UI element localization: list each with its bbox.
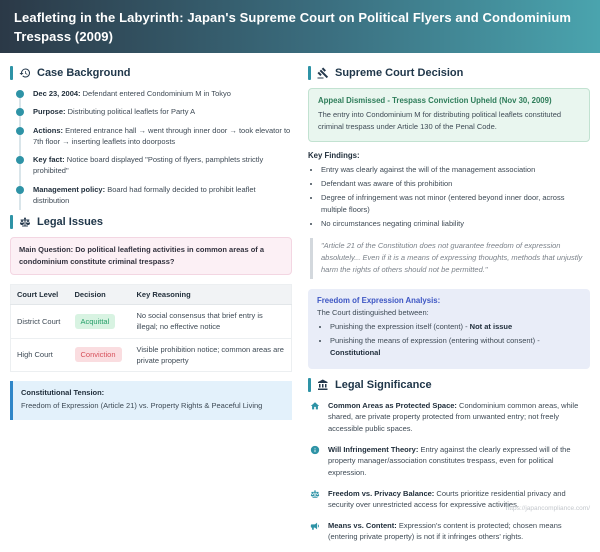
court-cell: District Court	[11, 305, 69, 339]
accent-bar	[308, 66, 311, 80]
key-finding: • Defendant was aware of this prohibition	[321, 178, 590, 190]
col-header: Key Reasoning	[131, 285, 292, 305]
significance-item	[308, 400, 590, 435]
court-quote: "Article 21 of the Constitution does not guarantee freedom of expression absolutely... Even if it is a means of expressing thoughts, methods that unjustly harm the rights of others should not be permitted."	[310, 238, 590, 279]
key-finding: • Entry was clearly against the will of the management association	[321, 164, 590, 176]
item-label: Key fact:	[33, 155, 65, 164]
accent-bar	[308, 378, 311, 392]
item-label: Dec 23, 2004:	[33, 89, 81, 98]
timeline-dot	[16, 156, 24, 164]
point-text: Punishing the means of expression (entering without consent) -	[330, 335, 540, 345]
significance-text	[328, 400, 590, 435]
section-title: Supreme Court Decision	[335, 67, 464, 79]
page-header	[0, 0, 600, 53]
item-text: Board had formally decided to prohibit leaflet distribution	[33, 184, 256, 205]
analysis-points	[317, 321, 581, 359]
legal-significance-header	[308, 378, 590, 392]
supreme-court-decision-header	[308, 66, 590, 80]
significance-body: Condominium common areas, while shared, are private property protected from unwanted entry; not freely accessible public spaces.	[328, 400, 579, 433]
case-background-header	[10, 66, 292, 80]
right-column	[308, 57, 590, 552]
point-text: Punishing the expression itself (content) -	[330, 321, 470, 331]
verdict-callout	[308, 88, 590, 142]
reasoning-cell: No social consensus that brief entry is illegal; no effective notice	[131, 305, 292, 339]
scales-icon	[19, 216, 31, 228]
point-emphasis: Constitutional	[330, 347, 381, 357]
key-finding: • No circumstances negating criminal liability	[321, 218, 590, 230]
legal-issues-header	[10, 215, 292, 229]
section-title: Legal Significance	[335, 378, 432, 391]
analysis-title: Freedom of Expression Analysis:	[317, 295, 441, 305]
case-background-timeline	[16, 88, 292, 206]
table-row	[11, 305, 292, 339]
significance-text	[328, 444, 590, 479]
significance-label: Will Infringement Theory:	[328, 444, 419, 454]
key-findings-list	[308, 164, 590, 230]
table-row	[11, 338, 292, 372]
analysis-point	[330, 335, 581, 359]
significance-text	[328, 520, 590, 543]
item-text: Defendant entered Condominium M in Tokyo	[82, 89, 231, 98]
item-text: Notice board displayed "Posting of flyers, pamphlets strictly prohibited"	[33, 155, 264, 176]
section-title: Case Background	[37, 67, 131, 79]
timeline-item	[16, 125, 292, 148]
timeline-dot	[16, 108, 24, 116]
point-emphasis: Not at issue	[469, 321, 513, 331]
timeline-dot	[16, 186, 24, 194]
bank-icon	[317, 379, 329, 391]
constitutional-tension-callout	[10, 381, 292, 420]
significance-body: Courts prioritize residential privacy and security over unrestricted access for expressive activities.	[328, 488, 566, 510]
reasoning-cell: Visible prohibition notice; common areas are private property	[131, 338, 292, 372]
expression-analysis-box	[308, 289, 590, 369]
timeline-item	[16, 154, 292, 177]
col-header: Court Level	[11, 285, 69, 305]
left-column	[10, 57, 292, 552]
accent-bar	[10, 215, 13, 229]
info-icon	[310, 445, 320, 455]
verdict-title: Appeal Dismissed - Trespass Conviction Upheld (Nov 30, 2009)	[318, 96, 552, 105]
significance-label: Common Areas as Protected Space:	[328, 400, 457, 410]
analysis-point	[330, 321, 581, 333]
significance-body: Entry against the clearly expressed will of the property manager/association constitutes trespass, even for political expression.	[328, 444, 571, 477]
item-text: Entered entrance hall → went through inner door → took elevator to 7th floor → inserting leaflets into doorposts	[33, 125, 291, 146]
megaphone-icon	[310, 521, 320, 531]
significance-item	[308, 444, 590, 479]
status-badge: Conviction	[75, 347, 122, 362]
timeline-item	[16, 184, 292, 207]
item-text: Distributing political leaflets for Party A	[67, 107, 196, 117]
item-label: Actions:	[33, 125, 63, 135]
court-decisions-table	[10, 284, 292, 372]
timeline-item	[16, 88, 292, 99]
timeline-item	[16, 106, 292, 117]
home-icon	[310, 401, 320, 411]
key-findings-label: Key Findings:	[308, 151, 360, 160]
col-header: Decision	[69, 285, 131, 305]
table-header-row	[11, 285, 292, 305]
court-cell: High Court	[11, 338, 69, 372]
significance-label: Freedom vs. Privacy Balance:	[328, 488, 435, 498]
accent-bar	[10, 66, 13, 80]
tension-text: Freedom of Expression (Article 21) vs. Property Rights & Peaceful Living	[21, 400, 263, 410]
balance-icon	[310, 489, 320, 499]
tension-label: Constitutional Tension:	[21, 388, 105, 397]
significance-body: Expression's content is protected; chosen means (entering private property) is not if it infringes others' rights.	[328, 520, 562, 542]
status-badge: Acquittal	[75, 314, 116, 329]
timeline-dot	[16, 90, 24, 98]
section-title: Legal Issues	[37, 216, 104, 228]
history-icon	[19, 67, 31, 79]
key-finding: • Degree of infringement was not minor (entered beyond inner door, across multiple floors)	[321, 192, 590, 215]
significance-label: Means vs. Content:	[328, 520, 397, 530]
verdict-text: The entry into Condominium M for distributing political leaflets constituted criminal trespass under Article 130 of the Penal Code.	[318, 110, 562, 131]
main-question-box: Main Question: Do political leafleting activities in common areas of a condominium constitute criminal trespass?	[10, 237, 292, 275]
item-label: Purpose:	[33, 107, 66, 117]
source-url: https://japancompliance.com/	[505, 505, 590, 512]
analysis-intro: The Court distinguished between:	[317, 307, 429, 317]
page-title: Leafleting in the Labyrinth: Japan's Supreme Court on Political Flyers and Condominium Trespass (2009)	[14, 10, 572, 44]
significance-item	[308, 520, 590, 543]
timeline-dot	[16, 127, 24, 135]
content-columns	[0, 53, 600, 552]
gavel-icon	[317, 67, 329, 79]
item-label: Management policy:	[33, 184, 106, 194]
